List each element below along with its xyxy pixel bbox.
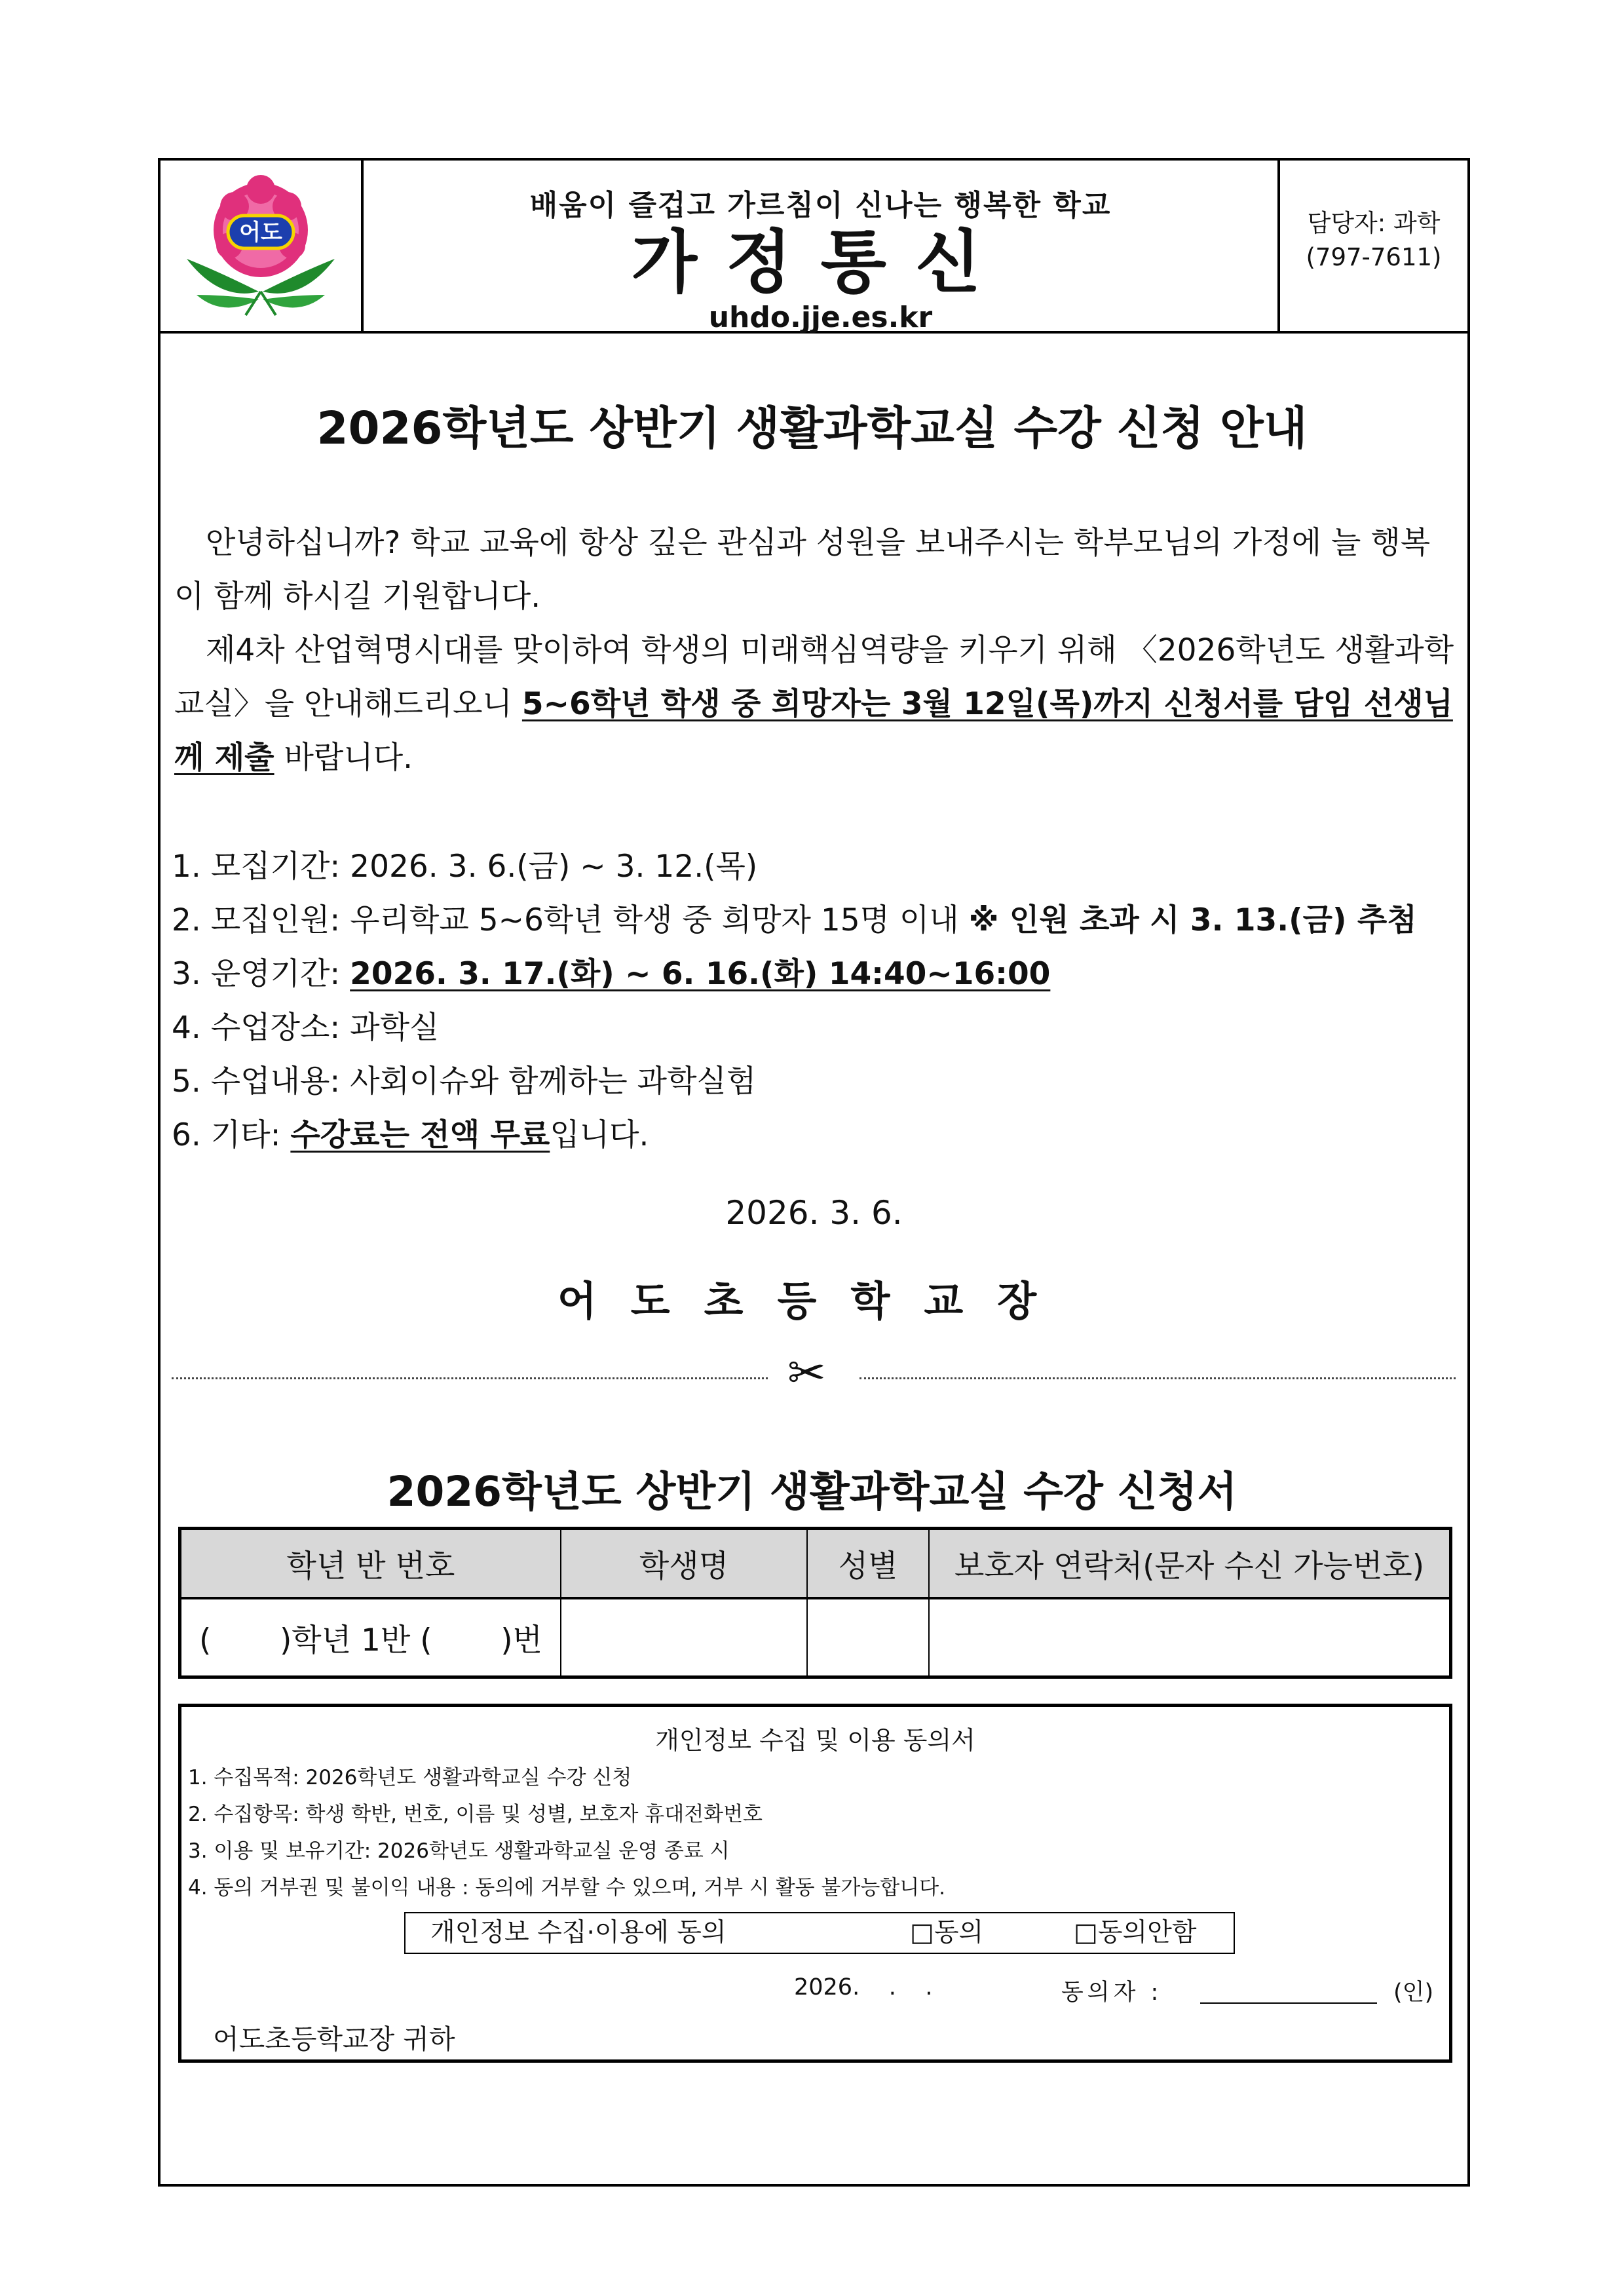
agree-label: 개인정보 수집·이용에 동의 — [430, 1918, 727, 1947]
item-suffix: 입니다. — [550, 1117, 649, 1153]
col-gender: 성별 — [807, 1529, 929, 1599]
item-label: 2. 모집인원: — [172, 902, 350, 938]
notice-item-4 — [172, 1001, 439, 1055]
item-label: 5. 수업내용: — [172, 1063, 350, 1100]
consent-item-2: 2. 수집항목: 학생 학반, 번호, 이름 및 성별, 보호자 휴대전화번호 — [188, 1803, 763, 1826]
disagree-checkbox[interactable]: □동의안함 — [1074, 1918, 1197, 1947]
item-text: 2026. 3. 6.(금) ~ 3. 12.(목) — [350, 849, 758, 885]
school-website: uhdo.jje.es.kr — [708, 301, 933, 334]
guardian-contact-field[interactable] — [929, 1598, 1451, 1677]
principal-signature: 어도초등학교장 — [557, 1277, 1071, 1325]
application-header-row — [180, 1529, 1451, 1599]
student-name-field[interactable] — [561, 1598, 807, 1677]
item-text: 사회이슈와 함께하는 과학실험 — [350, 1063, 757, 1100]
signer-label: 동의자 : — [1061, 1980, 1163, 2006]
notice-date: 2026. 3. 6. — [725, 1194, 903, 1232]
paragraph-2-intro: 제4차 산업혁명시대를 맞이하여 학생의 미래핵심역량을 키우기 위해 〈2026학년도 생활과학교실〉을 안내해드리오니 — [174, 632, 1454, 722]
item-text: 과학실 — [350, 1010, 440, 1046]
agree-checkbox[interactable]: □동의 — [910, 1918, 984, 1947]
item-note: ※ 인원 초과 시 3. 13.(금) 추첨 — [968, 902, 1417, 938]
notice-item-6 — [172, 1109, 649, 1162]
item-label: 1. 모집기간: — [172, 849, 350, 885]
contact-phone: (797-7611) — [1306, 243, 1442, 271]
consent-addressee: 어도초등학교장 귀하 — [213, 2023, 455, 2055]
paragraph-2-emphasis: 5~6학년 학생 중 희망자는 3월 12일(목)까지 신청서를 담임 선생님께 제출 — [174, 686, 1453, 776]
item-text: 수강료는 전액 무료 — [290, 1117, 550, 1153]
letter-header — [161, 161, 1467, 334]
seal-mark: (인) — [1393, 1980, 1434, 2006]
item-text: 우리학교 5~6학년 학생 중 희망자 15명 이내 — [350, 902, 969, 938]
notice-item-2 — [172, 894, 1417, 947]
dotted-line-left — [172, 1377, 768, 1379]
newsletter-title: 가정통신 — [631, 221, 1010, 302]
application-entry-row — [180, 1598, 1451, 1677]
consent-date-field[interactable]: 2026. . . — [794, 1974, 933, 2000]
item-text: 2026. 3. 17.(화) ~ 6. 16.(화) 14:40~16:00 — [350, 956, 1051, 992]
application-title: 2026학년도 상반기 생활과학교실 수강 신청서 — [387, 1468, 1237, 1516]
item-label: 6. 기타: — [172, 1117, 291, 1153]
logo-text: 어도 — [239, 220, 282, 246]
signature-line[interactable] — [1200, 2002, 1377, 2004]
item-label: 3. 운영기간: — [172, 956, 350, 992]
col-grade-class-number: 학년 반 번호 — [180, 1529, 561, 1599]
notice-paragraph-1: 안녕하십니까? 학교 교육에 항상 깊은 관심과 성원을 보내주시는 학부모님의 가정에 늘 행복이 함께 하시길 기원합니다. — [174, 525, 1431, 615]
privacy-consent-box — [178, 1704, 1452, 2063]
contact-info — [1277, 161, 1467, 331]
col-student-name: 학생명 — [561, 1529, 807, 1599]
contact-person: 담당자: 과학 — [1307, 209, 1441, 237]
notice-item-5 — [172, 1055, 756, 1109]
application-table — [178, 1527, 1452, 1679]
notice-title: 2026학년도 상반기 생활과학교실 수강 신청 안내 — [316, 402, 1308, 455]
dotted-line-right — [859, 1377, 1456, 1379]
paragraph-2-closing: 바랍니다. — [274, 740, 413, 776]
grade-class-number-field[interactable]: ( )학년 1반 ( )번 — [180, 1598, 561, 1677]
scissors-icon: ✂ — [787, 1346, 826, 1400]
notice-item-3 — [172, 947, 1050, 1001]
consent-item-1: 1. 수집목적: 2026학년도 생활과학교실 수강 신청 — [188, 1766, 632, 1789]
col-guardian-contact: 보호자 연락처(문자 수신 가능번호) — [929, 1529, 1451, 1599]
consent-item-3: 3. 이용 및 보유기간: 2026학년도 생활과학교실 운영 종료 시 — [188, 1839, 730, 1863]
school-motto: 배움이 즐겁고 가르침이 신나는 행복한 학교 — [529, 189, 1112, 222]
school-logo — [161, 161, 364, 331]
item-label: 4. 수업장소: — [172, 1010, 350, 1046]
gender-field[interactable] — [807, 1598, 929, 1677]
consent-item-4: 4. 동의 거부권 및 불이익 내용 : 동의에 거부할 수 있으며, 거부 시 활동 불가능합니다. — [188, 1876, 945, 1900]
cut-line — [172, 1346, 1456, 1400]
notice-paragraph-2 — [174, 624, 1460, 785]
consent-title: 개인정보 수집 및 이용 동의서 — [655, 1726, 975, 1755]
school-emblem-icon — [161, 161, 361, 328]
header-title-block — [364, 161, 1277, 334]
consent-agreement-box — [404, 1912, 1235, 1954]
notice-item-1 — [172, 840, 757, 894]
